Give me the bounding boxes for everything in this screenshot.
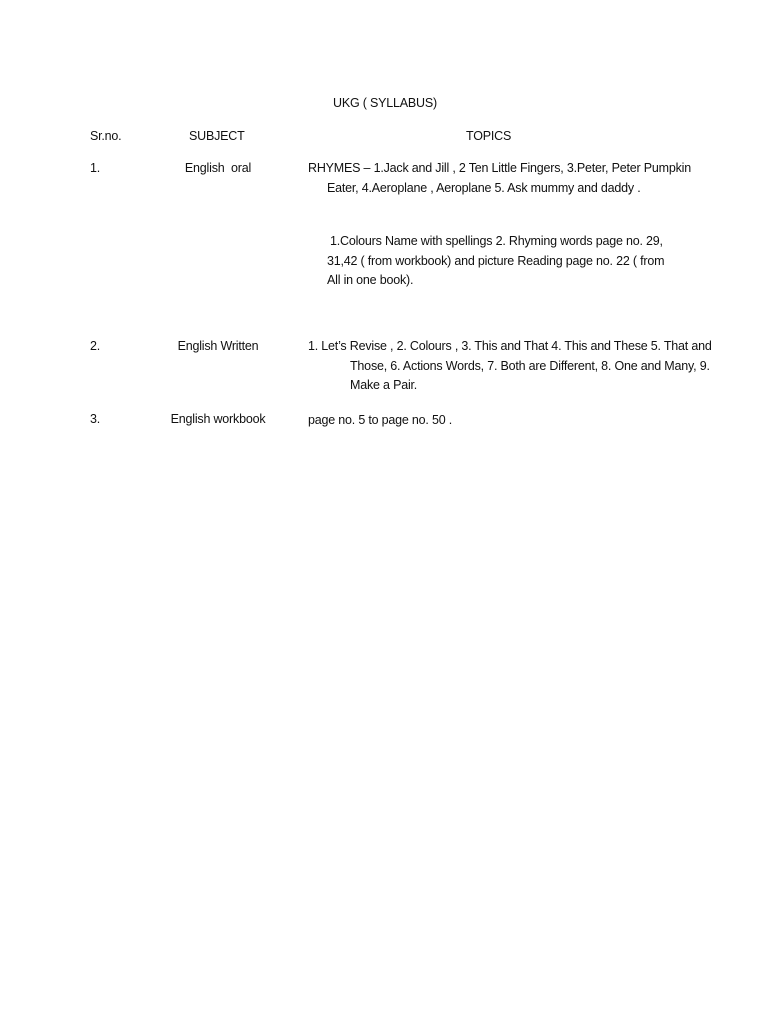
- document-title: UKG ( SYLLABUS): [333, 96, 437, 110]
- row-2-srno: 2.: [90, 339, 101, 353]
- header-srno: Sr.no.: [90, 129, 122, 143]
- header-topics: TOPICS: [466, 129, 512, 143]
- row-1-topic-colours: 1.Colours Name with spellings 2. Rhyming words page no. 29, 31,42 ( from workbook) and picture Reading page no. 22 ( from All in one book).: [327, 234, 665, 287]
- row-1-subject: English oral: [184, 161, 252, 175]
- header-subject: SUBJECT: [189, 129, 245, 143]
- row-3-topic-workbook: page no. 5 to page no. 50 .: [308, 413, 453, 427]
- row-2-topic-written: 1. Let’s Revise , 2. Colours , 3. This and That 4. This and These 5. That and Those, 6. Actions Words, 7. Both are Different, 8. One and Many, 9. Make a Pair.: [308, 339, 712, 392]
- row-3-srno: 3.: [90, 412, 101, 426]
- row-1-srno: 1.: [90, 161, 101, 175]
- row-3-subject: English workbook: [170, 412, 266, 426]
- row-2-subject: English Written: [177, 339, 259, 353]
- row-1-topic-rhymes: RHYMES – 1.Jack and Jill , 2 Ten Little Fingers, 3.Peter, Peter Pumpkin Eater, 4.Aeroplane , Aeroplane 5. Ask mummy and daddy .: [308, 161, 691, 195]
